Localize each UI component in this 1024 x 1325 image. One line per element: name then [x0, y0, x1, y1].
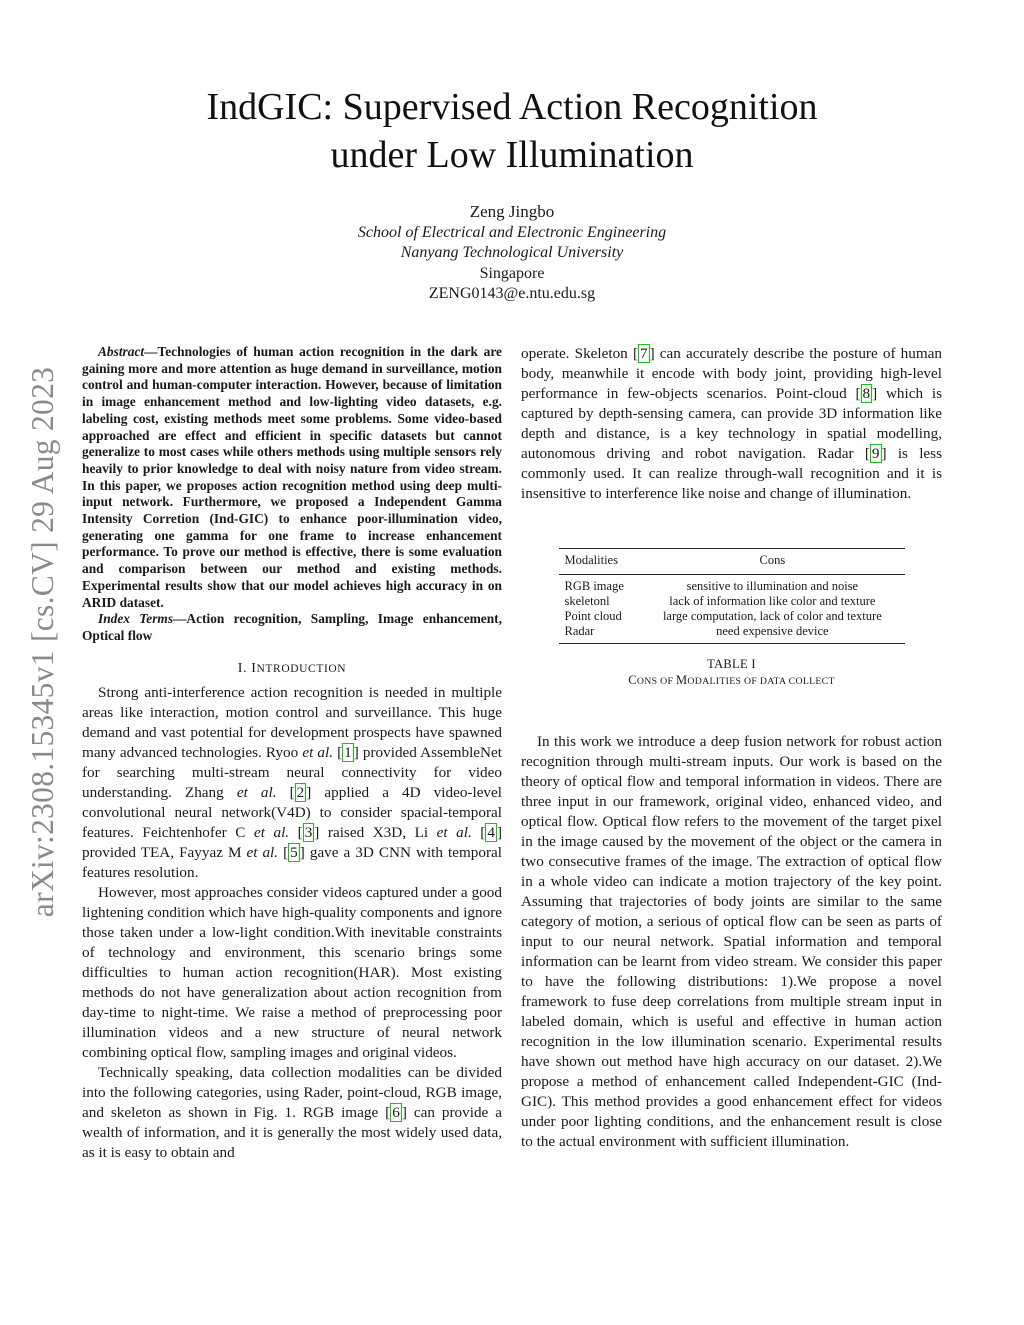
citation-link[interactable]: 3 [304, 823, 313, 841]
table-header-cons: Cons [759, 553, 786, 567]
arxiv-side-stamp [26, 342, 60, 942]
table-row: Radar need expensive device [564, 624, 829, 638]
citation-link[interactable]: 5 [290, 843, 298, 861]
intro-paragraph-2: However, most approaches consider videos captured under a good lightening condition which have high-quality components and ignore those taken under a low-light condition.With inevitable constraints of technology and environment, this scenario brings some difficulties to human action recognition(HAR). Most existing methods do not have generalization about action recognition from day-time to night-time. We raise a method of preprocessing poor illumination videos and a new structure of neural network combining optical flow, sampling images and original videos. [82, 883, 502, 1061]
abstract [82, 344, 502, 611]
right-column [521, 344, 942, 1152]
citation-link[interactable]: 2 [296, 783, 305, 801]
citation-link[interactable]: 8 [862, 385, 871, 402]
index-terms-text: —Action recognition, Sampling, Image enhancement, Optical flow [82, 611, 502, 643]
modalities-table [559, 548, 905, 644]
author-block [200, 202, 824, 305]
citation-link[interactable]: 4 [487, 823, 495, 841]
table-row: RGB image sensitive to illumination and noise [564, 579, 859, 593]
index-terms [82, 611, 502, 644]
table-row: Point cloud large computation, lack of color and texture [564, 609, 882, 623]
table-caption-text: CONS OF MODALITIES OF DATA COLLECT [628, 673, 835, 687]
table-header-modalities: Modalities [564, 553, 618, 567]
citation-link[interactable]: 7 [640, 345, 648, 362]
author-university: Nanyang Technological University [400, 244, 624, 261]
table-header-row [559, 549, 905, 575]
author-name: Zeng Jingbo [469, 202, 555, 221]
table-caption-number: TABLE I [707, 657, 756, 671]
intro-paragraph-3: Technically speaking, data collection modalities can be divided into the following categories, using Rader, point-cloud, RGB image, and skeleton as shown in Fig. 1. RGB image [ 6 ] can provide a wealth of information, and it is generally the most widely used data, as it is easy to obtain and [82, 1063, 502, 1161]
author-department: School of Electrical and Electronic Engineering [357, 223, 667, 241]
citation-link[interactable]: 9 [871, 445, 880, 462]
left-column [82, 344, 502, 1163]
citation-link[interactable]: 1 [344, 743, 352, 761]
right-paragraph-2: In this work we introduce a deep fusion network for robust action recognition through multi-stream inputs. Our work is based on the theory of optical flow and temporal information in videos. There are three input in our framework, original video, enhanced video, and optical flow. Optical flow refers to the movement of the target pixel in the image caused by the movement of the object or the camera in two consecutive frames of the image. The extraction of optical flow in a whole video can indicate a motion trajectory of the key point. Assuming that trajectories of body joints are similar to the same category of motion, a serious of optical flow can be seen as parts of input to our neural network. Spatial information and temporal information can be learnt from video stream. We consider this paper to have the following distributions: 1).We propose a novel framework to fuse deep correlations from multiple stream input in labeled domain, which is useful and effective in human action recognition in the low illumination scenario. Experimental results have shown out method have high accuracy on our dataset. 2).We propose a method of enhancement called Independent-GIC (Ind-GIC). This method provides a good enhancement effect for videos under poor lighting conditions, and the enhancement result is close to the actual environment with sufficient illumination. [521, 733, 942, 1150]
index-terms-label: Index Terms [98, 611, 174, 627]
abstract-text: —Technologies of human action recognition in the dark are gaining more and more attention as huge demand in surveillance, motion control and human-computer interaction. However, because of limitation in image enhancement method and low-lighting video datasets, e.g. labeling cost, existing methods meet some problems. Some video-based approached are effect and efficient in specific datasets but cannot generalize to most cases while others methods using multiple sensors rely heavily to prior knowledge to deal with noisy nature from video stream. In this paper, we proposes action recognition method using deep multi-input network. Furthermore, we proposed a Independent Gamma Intensity Corretion (Ind-GIC) to enhance poor-illumination video, generating one gamma for one frame to increase enhancement performance. To prove our method is effective, there is some evaluation and comparison between our method and existing methods. Experimental results show that our model achieves high accuracy in on ARID dataset. [82, 344, 502, 610]
author-email: ZENG0143@e.ntu.edu.sg [428, 285, 596, 302]
title-line-1: IndGIC: Supervised Action Recognition [206, 86, 818, 128]
citation-link[interactable]: 6 [392, 1103, 400, 1121]
table-row: skeletonl lack of information like color and texture [564, 594, 876, 608]
paper-title [120, 83, 904, 179]
author-country: Singapore [479, 264, 545, 282]
right-paragraph-1: operate. Skeleton [ 7 ] can accurately describe the posture of human body, meanwhile it encode with body joint, providing high-level performance in few-objects scenarios. Point-cloud [ 8 ] which is captured by depth-sensing camera, can provide 3D information like depth and distance, is a key technology in spatial modelling, autonomous driving and robot navigation. Radar [ 9 ] is less commonly used. It can realize through-wall recognition and it is insensitive to interference like noise and change of illumination. [521, 345, 942, 502]
abstract-label: Abstract [98, 344, 145, 359]
table-caption [521, 656, 942, 690]
section-heading-introduction: I. INTRODUCTION [237, 660, 347, 676]
arxiv-id-text: arXiv:2308.15345v1 [cs.CV] 29 Aug 2023 [25, 366, 60, 918]
intro-paragraph-1: Strong anti-interference action recognition is needed in multiple areas like interaction, motion control and surveillance. This huge demand and vast potential for development prospects have spawned many advanced technologies. Ryoo et al. [ 1 ] provided AssembleNet for searching multi-stream neural connectivity for video understanding. Zhang et al. [ 2 ] applied a 4D video-level convolutional neural network(V4D) to consider spacial-temporal features. Feichtenhofer C et al. [ 3 ] raised X3D, Li et al. [ 4 ] provided TEA, Fayyaz M et al. [ 5 ] gave a 3D CNN with temporal features resolution. [82, 683, 503, 881]
title-line-2: under Low Illumination [330, 134, 694, 176]
